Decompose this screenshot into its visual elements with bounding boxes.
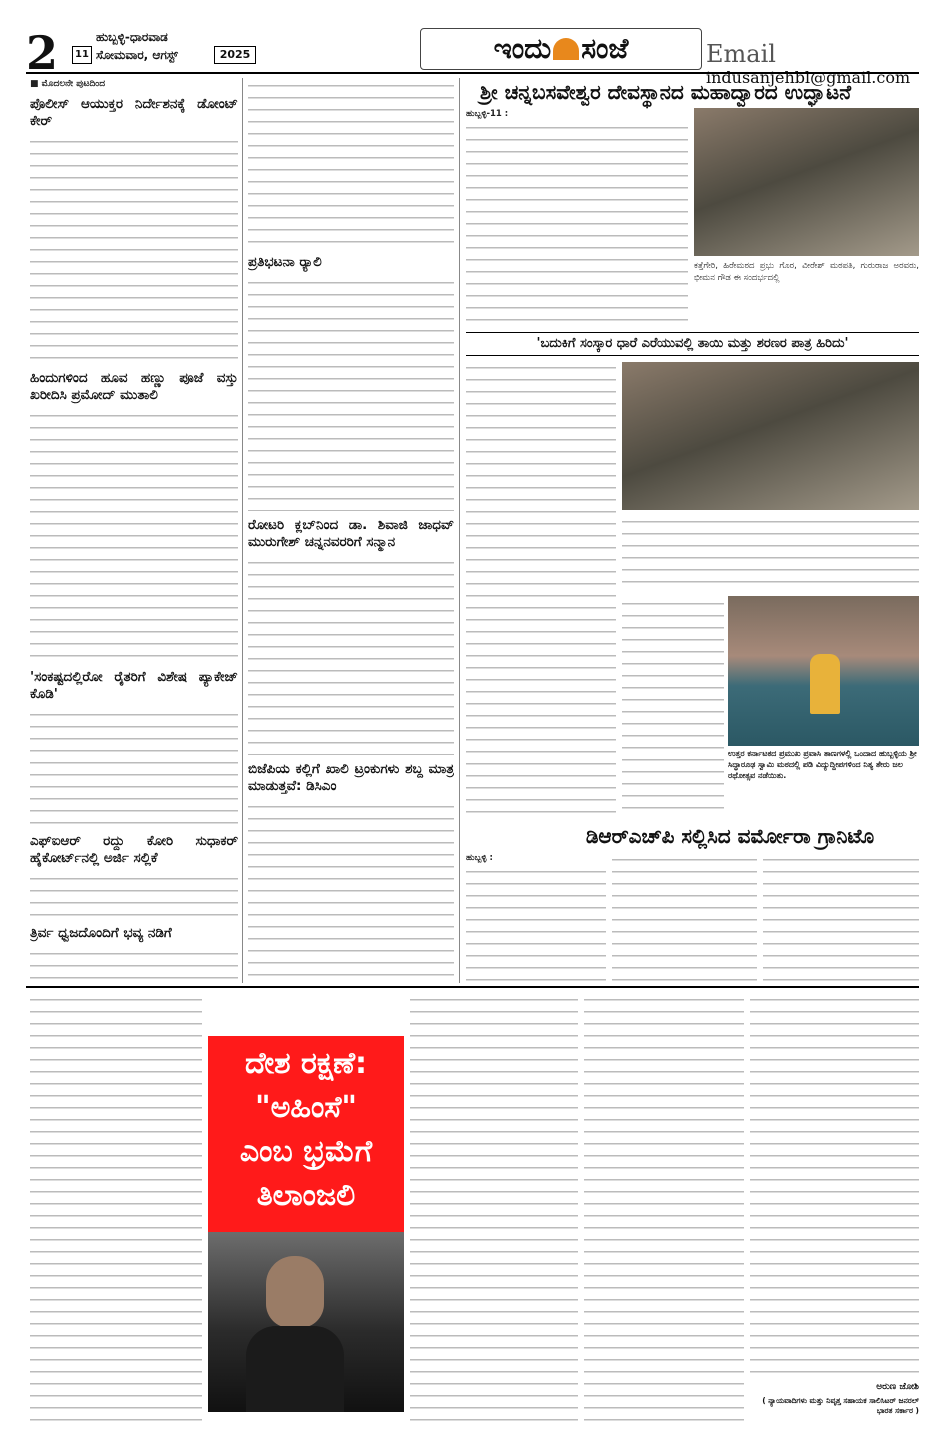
float-chariot-icon [810,654,840,714]
mother-body [466,360,616,820]
rotary-headline: ರೋಟರಿ ಕ್ಲಬ್‌ನಿಂದ ಡಾ. ಶಿವಾಜಿ ಜಾಧವ್ ಮುರುಗೇಶ್ ಚನ್ನನವರರಿಗೆ ಸನ್ಮಾನ [248,517,454,550]
edition-date: ಸೋಮವಾರ, ಆಗಸ್ಟ್ [96,48,178,62]
temple-headline: ಶ್ರೀ ಚನ್ನಬಸವೇಶ್ವರ ದೇವಸ್ಥಾನದ ಮಹಾದ್ವಾರದ ಉದ್ಘಾಟನೆ [480,80,852,104]
sun-icon [553,38,579,60]
author-suit-icon [246,1326,344,1412]
protest-headline: ಪ್ರತಿಭಟನಾ ರ್‍ಯಾಲಿ [248,254,322,270]
lake-festival-photo [728,596,919,746]
temple-dateline: ಹುಬ್ಬಳ್ಳಿ-11 : [466,109,509,119]
author-face-icon [266,1256,324,1328]
farmer-headline: 'ಸಂಕಷ್ಟದಲ್ಲಿರೋ ರೈತರಿಗೆ ವಿಶೇಷ ಪ್ಯಾಕೇಜ್ ಕೊಡಿ' [30,669,238,703]
issue-number: 11 [72,46,92,64]
column-divider [242,78,243,983]
fir-body [30,871,238,919]
granite-headline: ಡಿಆರ್‌ಎಚ್‌ಪಿ ಸಲ್ಲಿಸಿದ ವರ್ಮೋರಾ ಗ್ರಾನಿಟೊ [585,824,875,848]
edition-city: ಹುಬ್ಬಳ್ಳಿ-ಧಾರವಾಡ [96,30,168,44]
temple-body [466,108,688,328]
bjp-headline: ಬಿಜೆಪಿಯ ಕಲ್ಲಿಗೆ ಖಾಲಿ ಟ್ರಂಕುಗಳು ಶಬ್ದ ಮಾತ್ರ ಮಾಡುತ್ತವೆ: ಡಿಸಿಎಂ [248,761,454,794]
bjp-body [248,799,454,983]
police-body-cont [248,78,454,248]
protest-body [248,275,454,511]
mother-body-cont [622,596,724,816]
flag-headline: ತ್ರಿರ್ವ ಧ್ವಜದೊಂದಿಗೆ ಭವ್ಯ ನಡಿಗೆ [30,925,172,942]
op-ed-author-role: ( ನ್ಯಾಯವಾದಿಗಳು ಮತ್ತು ನಿವೃತ್ತ ಸಹಾಯಕ ಸಾಲಿಸಿಟರ್ ಜನರಲ್ ಭಾರತ ಸರ್ಕಾರ ) [762,1396,919,1415]
op-ed-title-banner: ದೇಶ ರಕ್ಷಣೆ: "ಅಹಿಂಸೆ" ಎಂಬ ಭ್ರಮೆಗೆ ತಿಲಾಂಜಲಿ [208,1036,404,1232]
left-column-2 [248,78,454,983]
flower-body [30,408,238,663]
email-address: indusanjehbl@gmail.com [706,68,911,87]
column-divider [459,78,460,983]
left-column-1 [30,78,238,983]
police-body [30,134,238,364]
granite-body-2 [612,852,757,982]
author-photo [208,1232,404,1412]
event-photo [622,362,919,510]
op-ed-column-3 [584,992,744,1422]
granite-body-1 [466,852,606,982]
mother-headline: 'ಬದುಕಿಗೆ ಸಂಸ್ಕಾರ ಧಾರೆ ಎರೆಯುವಲ್ಲಿ ತಾಯಿ ಮತ್ತು ಶರಣರ ಪಾತ್ರ ಹಿರಿದು' [466,332,919,356]
op-ed-column-2 [410,992,578,1422]
op-ed-author: ಅರುಣ ಜೋಶಿ [876,1382,919,1392]
rotary-body [248,555,454,755]
flower-headline: ಹಿಂದುಗಳಿಂದ ಹೂವ ಹಣ್ಣು ಪೂಜೆ ವಸ್ತು ಖರೀದಿಸಿ ಪ್ರಮೋದ್ ಮುತಾಲಿ [30,370,238,404]
op-ed-column-4 [750,992,919,1378]
event-caption [622,514,919,592]
page-number: 2 [26,26,59,80]
edition-year: 2025 [214,46,256,64]
section-rule [26,986,919,988]
fir-headline: ಎಫ್‌ಐಆರ್ ರದ್ದು ಕೋರಿ ಸುಧಾಕರ್ ಹೈಕೋರ್ಟ್‌ನಲ್ಲಿ ಅರ್ಜಿ ಸಲ್ಲಿಕೆ [30,833,238,867]
temple-inauguration-photo [694,108,919,256]
police-headline: ಪೊಲೀಸ್ ಆಯುಕ್ತರ ನಿರ್ದೇಶನಕ್ಕೆ ಡೋಂಟ್ ಕೇರ್ [30,96,238,130]
masthead-logo [420,28,702,70]
masthead-left: ಇಂದು [493,32,552,65]
granite-body-3 [763,852,919,982]
op-ed-column-1 [30,992,202,1422]
flag-body [30,946,238,982]
header-rule [26,72,919,74]
lake-caption: ಉತ್ತರ ಕರ್ನಾಟಕದ ಪ್ರಮುಖ ಪ್ರವಾಸಿ ತಾಣಗಳಲ್ಲಿ ಒಂದಾದ ಹುಬ್ಬಳ್ಳಿಯ ಶ್ರೀ ಸಿದ್ಧಾರೂಢ ಸ್ವಾಮಿ ಮಠದಲ್ಲಿ ಪಡಿ ವಿದ್ಯುದ್ದೀಪಗಳಿಂದ ನಿತ್ಯ ತೇರು ಜಲ ರಥೋತ್ಸವ ನಡೆಯಿತು. [728,749,917,780]
masthead-right: ಸಂಜೆ [581,32,629,65]
temple-caption: ಕತ್ತೆಗೇರಿ, ಹಿರೇಮಠದ ಪ್ರಭು ಗೊರ, ವೀರೇಶ್ ಮಠಪತಿ, ಗುರುರಾಜ ಅರವರು, ಭೀಮನ ಗೌಡ ಈ ಸಂದರ್ಭದಲ್ಲಿ [694,261,919,284]
continued-label: ■ ಮೊದಲನೇ ಪುಟದಿಂದ [30,79,106,89]
email-label: Email [706,40,776,68]
granite-dateline: ಹುಬ್ಬಳ್ಳಿ : [466,853,493,863]
farmer-body [30,707,238,827]
